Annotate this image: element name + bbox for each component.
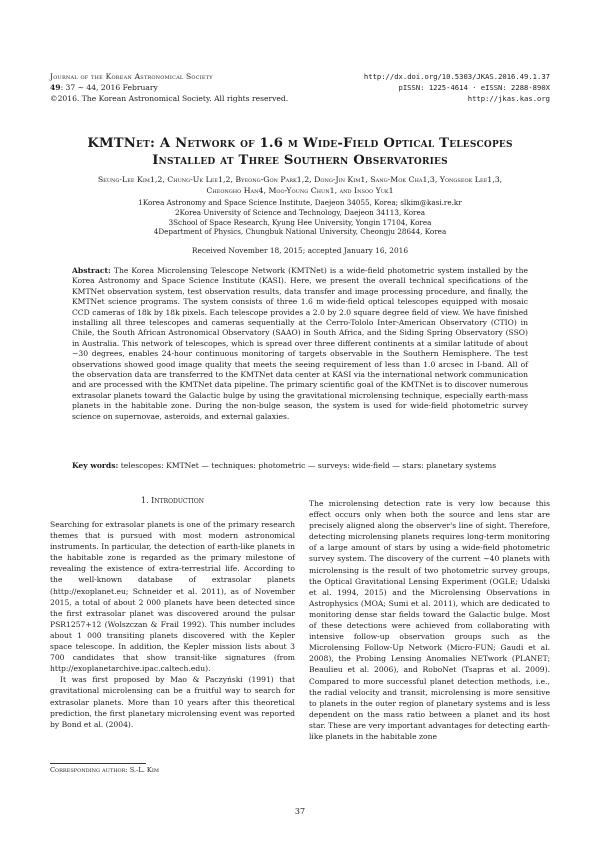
footnote-rule — [50, 763, 146, 764]
keywords-label: Key words: — [72, 461, 119, 470]
volume-number: 49 — [50, 83, 61, 92]
abstract-text: The Korea Microlensing Telescope Network (KMTNet) is a wide-field photometric system installed by the Korea Astronomy and Space Science Institute (KASI). Here, we present the overall technical specifications of the KMTNet observation system, test observation results, data transfer and image processing procedure, and finally, the KMTNet science programs. The system consists of three 1.6 m wide-field optical telescopes equipped with mosaic CCD cameras of 18k by 18k pixels. Each telescope provides a 2.0 by 2.0 square degree field of view. We have finished installing all three telescopes and cameras sequentially at the Cerro-Tololo Inter-American Observatory (CTIO) in Chile, the South African Astronomical Observatory (SAAO) in South Africa, and the Siding Spring Observatory (SSO) in Australia. This network of telescopes, which is spread over three different continents at a similar latitude of about −30 degrees, enables 24-hour continuous monitoring of targets observable in the Southern Hemisphere. The test observations showed good image quality that meets the seeing requirement of less than 1.0 arcsec in I-band. All of the observation data are transferred to the KMTNet data center at KASI via the international network communication and are processed with the KMTNet data pipeline. The primary scientific goal of the KMTNet is to discover numerous extrasolar planets toward the Galactic bulge by using the gravitational microlensing technique, especially earth-mass planets in the habitable zone. During the non-bulge season, the system is used for wide-field photometric survey science on supernovae, asteroids, and external galaxies. — [72, 266, 528, 421]
abstract-label: Abstract: — [72, 266, 111, 275]
affiliation-2: 2Korea University of Science and Technology, Daejeon 34113, Korea — [175, 207, 425, 217]
received-dates: Received November 18, 2015; accepted January 16, 2016 — [191, 246, 409, 255]
author-list — [50, 175, 550, 196]
copyright: ©2016. The Korean Astronomical Society. All rights reserved. — [50, 94, 289, 103]
intro-paragraph-2: It was first proposed by Mao & Paczyński (1991) that gravitational microlensing can be a fruitful way to search for extrasolar planets. More than 10 years after this theoretical prediction, the first planetary microlensing event was reported by Bond et al. (2004). — [50, 675, 295, 729]
journal-name: Journal of the Korean Astronomical Society — [50, 72, 213, 81]
left-column — [50, 519, 295, 730]
corresponding-author: Corresponding author: S.-L. Kim — [50, 766, 159, 774]
title-line-2: Installed at Three Southern Observatories — [152, 152, 448, 168]
intro-paragraph-1: Searching for extrasolar planets is one of the primary research themes that is pursued with most modern astronomical instruments. In particular, the detection of earth-like planets in the habitable zone is regarded as the primary milestone of revealing the existence of extra-terrestrial life. According to the well-known database of extrasolar planets (http://exoplanet.eu; Schneider et al. 2011), as of November 2015, a total of about 2 000 planets have been detected since the first extrasolar planet was discovered around the pulsar PSR1257+12 (Wolszczan & Frail 1992). This number includes about 1 000 transiting planets discovered with the Kepler space telescope. In addition, the Kepler mission lists about 3 700 candidates that show transit-like signatures (from http://exoplanetarchive.ipac.caltech.edu). — [50, 520, 295, 674]
intro-paragraph-3: The microlensing detection rate is very low because this effect occurs only when both the source and lens star are precisely aligned along the observer's line of sight. Therefore, detecting microlensing planets requires long-term monitoring of a large amount of stars by using a wide-field photometric survey system. The discovery of the current ∼40 planets with microlensing is the result of two photometric survey groups, the Optical Gravitational Lensing Experiment (OGLE; Udalski et al. 1994, 2015) and the Microlensing Observations in Astrophysics (MOA; Sumi et al. 2011), which are dedicated to monitoring dense star fields toward the Galactic bulge. Most of these detections were achieved from collaborating with intensive follow-up observation groups such as the Microlensing Follow-Up Network (Micro-FUN; Gaudi et al. 2008), the Probing Lensing Anomalies NETwork (PLANET; Beaulieu et al. 2006), and RoboNet (Tsapras et al. 2009). Compared to more successful planet detection methods, i.e., the radial velocity and transit, microlensing is more sensitive to planets in the outer region of planetary systems and is less dependent on the mass ratio between a planet and its host star. These are very important advantages for detecting earth-like planets in the habitable zone — [309, 499, 550, 741]
title-line-1: KMTNet: A Network of 1.6 m Wide-Field Optical Telescopes — [87, 136, 513, 151]
doi-link[interactable]: http://dx.doi.org/10.5303/JKAS.2016.49.1.37 — [363, 72, 550, 81]
affiliation-3: 3School of Space Research, Kyung Hee University, Yongin 17104, Korea — [168, 217, 432, 227]
issn: pISSN: 1225-4614 · eISSN: 2288-890X — [398, 83, 550, 92]
authors-line-2: Cheongho Han4, Moo-Young Chun1, and Insoo Yuk1 — [206, 185, 394, 195]
section-heading: 1. Introduction — [140, 496, 205, 505]
paper-title — [50, 136, 550, 169]
abstract — [72, 266, 528, 422]
affiliations — [50, 198, 550, 237]
authors-line-1: Seung-Lee Kim1,2, Chung-Uk Lee1,2, Byeong-Gon Park1,2, Dong-Jin Kim1, Sang-Mok Cha1,3, Yongseok Lee1,3, — [97, 175, 503, 184]
affiliation-1: 1Korea Astronomy and Space Science Institute, Daejeon 34055, Korea; slkim@kasi.re.kr — [138, 198, 462, 207]
journal-url[interactable]: http://jkas.kas.org — [467, 94, 550, 103]
journal-identifiers — [364, 71, 550, 104]
keywords — [72, 461, 528, 471]
right-column — [309, 498, 550, 742]
affiliation-4: 4Department of Physics, Chungbuk National University, Cheongju 28644, Korea — [153, 227, 447, 237]
keywords-text: telescopes: KMTNet — techniques: photometric — surveys: wide-field — stars: planetary systems — [120, 461, 497, 470]
pages-date: : 37 ∼ 44, 2016 February — [60, 83, 158, 92]
page-number: 37 — [294, 807, 306, 816]
volume-info — [50, 82, 288, 93]
journal-header — [50, 71, 288, 104]
